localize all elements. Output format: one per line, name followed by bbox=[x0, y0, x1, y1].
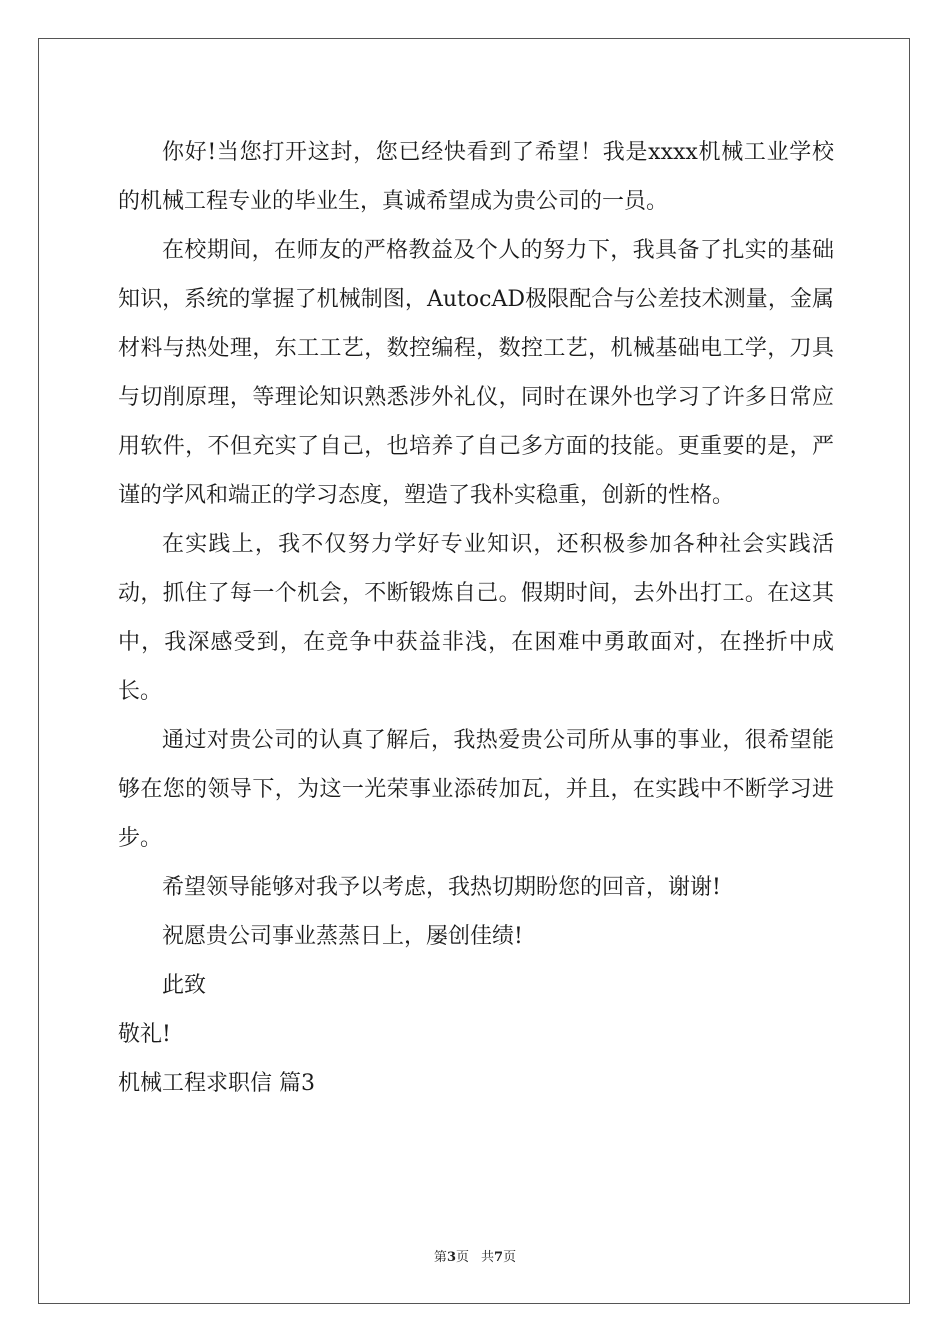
page-total: 7 bbox=[494, 1250, 504, 1265]
total-suffix: 页 bbox=[503, 1250, 517, 1265]
page-suffix: 页 bbox=[455, 1250, 469, 1265]
section-title: 机械工程求职信 篇3 bbox=[118, 1071, 315, 1096]
salutation: 敬礼! bbox=[118, 1022, 171, 1047]
page-prefix: 第 bbox=[433, 1250, 447, 1265]
page-current: 3 bbox=[446, 1250, 456, 1265]
paragraph-request: 希望领导能够对我予以考虑，我热切期盼您的回音，谢谢! bbox=[162, 875, 721, 900]
total-prefix: 共 bbox=[481, 1250, 495, 1265]
paragraph-practice: 在实践上，我不仅努力学好专业知识，还积极参加各种社会实践活动，抓住了每一个机会，不断锻炼自己。假期时间，去外出打工。在这其中，我深感受到，在竞争中获益非浅，在困难中勇敢面对，在挫折中成长。 bbox=[118, 532, 834, 704]
paragraph-wishes: 祝愿贵公司事业蒸蒸日上，屡创佳绩! bbox=[162, 924, 523, 949]
paragraph-motivation: 通过对贵公司的认真了解后，我热爱贵公司所从事的事业，很希望能够在您的领导下，为这一光荣事业添砖加瓦，并且，在实践中不断学习进步。 bbox=[118, 728, 834, 851]
paragraph-greeting: 你好!当您打开这封，您已经快看到了希望！我是xxxx机械工业学校的机械工程专业的毕业生，真诚希望成为贵公司的一员。 bbox=[118, 140, 834, 214]
paragraph-education: 在校期间，在师友的严格教益及个人的努力下，我具备了扎实的基础知识，系统的掌握了机械制图，AutocAD极限配合与公差技术测量，金属材料与热处理，东工工艺，数控编程，数控工艺，机械基础电工学，刀具与切削原理，等理论知识熟悉涉外礼仪，同时在课外也学习了许多日常应用软件，不但充实了自己，也培养了自己多方面的技能。更重要的是，严谨的学风和端正的学习态度，塑造了我朴实稳重，创新的性格。 bbox=[118, 238, 834, 508]
paragraph-closing: 此致 bbox=[162, 973, 207, 998]
page-footer bbox=[0, 1246, 950, 1265]
letter-body bbox=[118, 128, 834, 1108]
